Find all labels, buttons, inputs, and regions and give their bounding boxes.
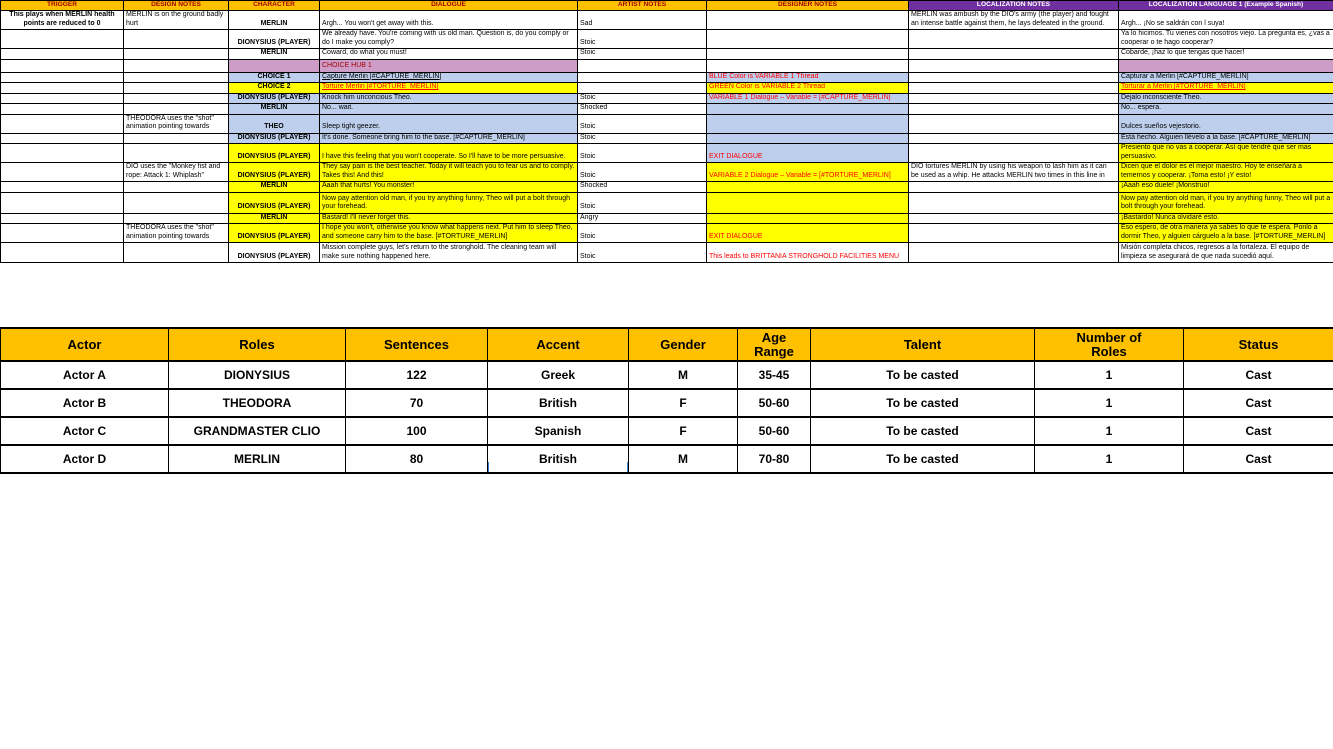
col-header-design-notes[interactable]: DESIGN NOTES [124,1,229,11]
table-row [1,243,1333,263]
cell-locnotes[interactable] [909,72,1119,83]
table-row [1,182,1333,193]
cell-trigger[interactable] [1,104,124,115]
cell-designer[interactable]: VARIABLE 1 Dialogue – Variable = [#CAPTURE_MERLIN] [707,93,909,104]
cell-artist[interactable]: Stoic [578,163,707,182]
table-row [1,192,1333,213]
cell-accent[interactable]: Greek [488,361,629,389]
table-row [1,11,1333,30]
cell-talent[interactable]: To be casted [811,417,1035,445]
col-header-actor[interactable]: Actor [1,328,169,361]
cell-spanish[interactable]: Dulces sueños vejestorio. [1119,114,1333,133]
cell-dialogue[interactable]: I hope you won't, otherwise you know what happens next. Put him to sleep Theo, and someone carry him to the base. [#TORTURE_MERLIN] [320,224,578,243]
cell-locnotes[interactable]: DIO tortures MERLIN by using his weapon to lash him as it can be used as a whip. He attacks MERLIN two times in this line in [909,163,1119,182]
table-row [1,213,1333,224]
cell-trigger[interactable] [1,133,124,144]
cell-age-range[interactable]: 50-60 [738,417,811,445]
cell-designer[interactable] [707,133,909,144]
cell-actor[interactable]: Actor C [1,417,169,445]
cell-designer[interactable]: EXIT DIALOGUE [707,224,909,243]
col-header-talent[interactable]: Talent [811,328,1035,361]
table-row [1,133,1333,144]
cell-role[interactable]: GRANDMASTER CLIO [169,417,346,445]
cell-artist[interactable]: Angry [578,213,707,224]
table-row [1,114,1333,133]
cell-artist[interactable]: Stoic [578,93,707,104]
cell-designer[interactable]: GREEN Color is VARIABLE 2 Thread [707,83,909,94]
cell-status[interactable]: Cast [1184,445,1333,473]
cell-designer[interactable] [707,192,909,213]
cell-actor[interactable]: Actor D [1,445,169,473]
cell-trigger[interactable] [1,114,124,133]
cell-designer[interactable] [707,59,909,72]
cell-character[interactable]: MERLIN [229,11,320,30]
cell-artist[interactable]: Stoic [578,114,707,133]
cell-trigger[interactable] [1,49,124,60]
cell-dialogue[interactable]: It's done. Someone bring him to the base. [#CAPTURE_MERLIN] [320,133,578,144]
cell-designer[interactable]: VARIABLE 2 Dialogue – Variable = [#TORTURE_MERLIN] [707,163,909,182]
cell-locnotes[interactable] [909,192,1119,213]
cell-spanish[interactable]: Misión completa chicos, regresos a la fortaleza. El equipo de limpieza se asegurará de que nada sucedió aquí. [1119,243,1333,263]
cell-locnotes[interactable] [909,83,1119,94]
cell-locnotes[interactable] [909,182,1119,193]
col-header-trigger[interactable]: TRIGGER [1,1,124,11]
cell-locnotes[interactable]: MERLIN was ambush by the DIO's army (the player) and fought an intense battle against them, he lays defeated in the ground. [909,11,1119,30]
cell-sentences[interactable]: 70 [346,389,488,417]
cell-design[interactable] [124,213,229,224]
cell-locnotes[interactable] [909,213,1119,224]
cell-design[interactable] [124,93,229,104]
cell-design[interactable]: THEODORA uses the "shot" animation pointing towards [124,114,229,133]
cell-locnotes[interactable] [909,144,1119,163]
col-header-age-range[interactable] [738,328,811,361]
casting-header-row [1,328,1333,361]
cell-number-of-roles[interactable]: 1 [1035,389,1184,417]
cell-status[interactable]: Cast [1184,417,1333,445]
table-row [1,83,1333,94]
cell-artist[interactable] [578,59,707,72]
cell-sentences[interactable]: 122 [346,361,488,389]
cell-trigger[interactable]: This plays when MERLIN health points are reduced to 0 [1,11,124,30]
cell-design[interactable] [124,104,229,115]
cell-character[interactable]: DIONYSIUS (PLAYER) [229,133,320,144]
cell-number-of-roles[interactable]: 1 [1035,417,1184,445]
cell-locnotes[interactable] [909,104,1119,115]
dialogue-localization-table [0,0,1333,263]
cell-designer[interactable] [707,182,909,193]
table-row [1,417,1333,445]
cell-dialogue[interactable]: We already have. You're coming with us old man. Question is, do you comply or do I make you comply? [320,30,578,49]
cell-age-range[interactable]: 70-80 [738,445,811,473]
cell-character[interactable]: DIONYSIUS (PLAYER) [229,224,320,243]
col-header-accent[interactable]: Accent [488,328,629,361]
cell-character[interactable]: DIONYSIUS (PLAYER) [229,243,320,263]
cell-character[interactable]: THEO [229,114,320,133]
cell-spanish[interactable]: Cobarde, ¡haz lo que tengas que hacer! [1119,49,1333,60]
cell-trigger[interactable] [1,144,124,163]
casting-table [0,327,1333,474]
cell-design[interactable] [124,192,229,213]
cell-character[interactable]: MERLIN [229,104,320,115]
cell-spanish[interactable]: Ya lo hicimos. Tu vienes con nosotros viejo. La pregunta es, ¿vas a cooperar o te hago cooperar? [1119,30,1333,49]
cell-talent[interactable]: To be casted [811,445,1035,473]
cell-designer[interactable]: EXIT DIALOGUE [707,144,909,163]
cell-dialogue[interactable]: Argh... You won't get away with this. [320,11,578,30]
cell-locnotes[interactable] [909,59,1119,72]
cell-trigger[interactable] [1,163,124,182]
cell-number-of-roles[interactable]: 1 [1035,445,1184,473]
table-row [1,93,1333,104]
cell-character[interactable]: DIONYSIUS (PLAYER) [229,192,320,213]
cell-dialogue[interactable]: CHOICE HUB 1 [320,59,578,72]
cell-character[interactable] [229,59,320,72]
cell-spanish[interactable]: ¡Bastardo! Nunca olvidaré esto. [1119,213,1333,224]
cell-design[interactable]: DIO uses the "Monkey fist and rope: Attack 1: Whiplash" [124,163,229,182]
cell-dialogue[interactable]: Aaah that hurts! You monster! [320,182,578,193]
cell-accent-selected[interactable]: British [488,445,629,473]
cell-spanish[interactable]: Dicen que el dolor es el mejor maestro. Hoy te enseñará a temernos y cooperar. ¡Toma esto! ¡Y esto! [1119,163,1333,182]
cell-spanish[interactable]: Capturar a Merlin [#CAPTURE_MERLIN] [1119,72,1333,83]
table-row [1,224,1333,243]
cell-dialogue[interactable]: Sleep tight geezer. [320,114,578,133]
cell-designer[interactable] [707,114,909,133]
cell-role[interactable]: THEODORA [169,389,346,417]
cell-character[interactable]: DIONYSIUS (PLAYER) [229,30,320,49]
col-header-artist-notes[interactable]: ARTIST NOTES [578,1,707,11]
cell-design[interactable] [124,133,229,144]
cell-gender[interactable]: F [629,389,738,417]
cell-design[interactable] [124,30,229,49]
cell-trigger[interactable] [1,30,124,49]
cell-dialogue[interactable]: They say pain is the best teacher. Today it will teach you to fear us and to comply. Takes this! And this! [320,163,578,182]
table-row [1,104,1333,115]
cell-trigger[interactable] [1,182,124,193]
table-row [1,72,1333,83]
cell-design[interactable] [124,144,229,163]
col-header-roles[interactable]: Roles [169,328,346,361]
col-header-number-of-roles[interactable] [1035,328,1184,361]
cell-designer[interactable] [707,30,909,49]
cell-character[interactable]: DIONYSIUS (PLAYER) [229,93,320,104]
cell-number-of-roles[interactable]: 1 [1035,361,1184,389]
cell-character[interactable]: DIONYSIUS (PLAYER) [229,163,320,182]
cell-trigger[interactable] [1,213,124,224]
cell-locnotes[interactable] [909,93,1119,104]
cell-trigger[interactable] [1,243,124,263]
cell-trigger[interactable] [1,83,124,94]
cell-age-range[interactable]: 35-45 [738,361,811,389]
cell-talent[interactable]: To be casted [811,361,1035,389]
col-header-gender[interactable]: Gender [629,328,738,361]
cell-artist[interactable] [578,72,707,83]
cell-accent[interactable]: Spanish [488,417,629,445]
cell-artist[interactable]: Stoic [578,192,707,213]
cell-dialogue[interactable]: Mission complete guys, let's return to the stronghold. The cleaning team will make sure nothing happened here. [320,243,578,263]
cell-design[interactable] [124,72,229,83]
table-row [1,49,1333,60]
cell-artist[interactable]: Stoic [578,49,707,60]
cell-design[interactable]: MERLIN is on the ground badly hurt [124,11,229,30]
cell-dialogue[interactable]: Coward, do what you must! [320,49,578,60]
cell-role[interactable]: DIONYSIUS [169,361,346,389]
table-row [1,144,1333,163]
cell-actor[interactable]: Actor B [1,389,169,417]
cell-character[interactable]: CHOICE 2 [229,83,320,94]
cell-locnotes[interactable] [909,49,1119,60]
cell-actor[interactable]: Actor A [1,361,169,389]
cell-design[interactable] [124,83,229,94]
col-header-status[interactable]: Status [1184,328,1333,361]
cell-sentences[interactable]: 100 [346,417,488,445]
cell-trigger[interactable] [1,224,124,243]
cell-design[interactable] [124,182,229,193]
cell-trigger[interactable] [1,192,124,213]
cell-artist[interactable]: Stoic [578,224,707,243]
cell-dialogue[interactable]: No... wait. [320,104,578,115]
cell-age-range[interactable]: 50-60 [738,389,811,417]
table-row [1,59,1333,72]
col-header-character[interactable]: CHARACTER [229,1,320,11]
cell-locnotes[interactable] [909,133,1119,144]
cell-artist[interactable]: Shocked [578,104,707,115]
table-row [1,445,1333,473]
cell-character[interactable]: MERLIN [229,182,320,193]
cell-status[interactable]: Cast [1184,389,1333,417]
col-header-sentences[interactable]: Sentences [346,328,488,361]
cell-trigger[interactable] [1,72,124,83]
cell-design[interactable]: THEODORA uses the "shot" animation pointing towards [124,224,229,243]
cell-status[interactable]: Cast [1184,361,1333,389]
cell-design[interactable] [124,59,229,72]
table-row [1,361,1333,389]
cell-dialogue[interactable]: Torture Merlin [#TORTURE_MERLIN] [320,83,578,94]
age-range-label: Age Range [754,329,794,359]
cell-trigger[interactable] [1,93,124,104]
cell-designer[interactable] [707,213,909,224]
cell-talent[interactable]: To be casted [811,389,1035,417]
cell-spanish[interactable]: Dejalo inconsciente Theo. [1119,93,1333,104]
cell-character[interactable]: MERLIN [229,49,320,60]
col-header-localization-notes[interactable]: LOCALIZATION NOTES [909,1,1119,11]
cell-locnotes[interactable] [909,114,1119,133]
number-of-roles-label: Number of Roles [1076,329,1142,359]
cell-artist[interactable]: Sad [578,11,707,30]
cell-designer[interactable]: This leads to BRITTANIA STRONGHOLD FACILITIES MENU [707,243,909,263]
cell-designer[interactable]: BLUE Color is VARIABLE 1 Thread [707,72,909,83]
cell-gender[interactable]: F [629,417,738,445]
col-header-localization-language[interactable]: LOCALIZATION LANGUAGE 1 (Example Spanish) [1119,1,1333,11]
table-row [1,30,1333,49]
cell-dialogue[interactable]: Capture Merlin [#CAPTURE_MERLIN] [320,72,578,83]
cell-design[interactable] [124,49,229,60]
cell-designer[interactable] [707,104,909,115]
cell-artist[interactable]: Stoic [578,30,707,49]
col-header-dialogue[interactable]: DIALOGUE [320,1,578,11]
cell-dialogue[interactable]: I have this feeling that you won't cooperate. So I'll have to be more persuasive. [320,144,578,163]
cell-spanish[interactable]: Argh... ¡No se saldrán con l suya! [1119,11,1333,30]
cell-artist[interactable]: Stoic [578,144,707,163]
cell-locnotes[interactable] [909,243,1119,263]
cell-character[interactable]: CHOICE 1 [229,72,320,83]
cell-spanish[interactable]: Torturar a Merlin [#TORTURE_MERLIN] [1119,83,1333,94]
cell-artist[interactable]: Shocked [578,182,707,193]
cell-artist[interactable]: Stoic [578,243,707,263]
cell-role[interactable]: MERLIN [169,445,346,473]
col-header-designer-notes[interactable]: DESIGNER NOTES [707,1,909,11]
cell-design[interactable] [124,243,229,263]
cell-dialogue[interactable]: Now pay attention old man, if you try anything funny, Theo will put a bolt through your forehead. [320,192,578,213]
cell-trigger[interactable] [1,59,124,72]
cell-artist[interactable]: Stoic [578,133,707,144]
cell-character[interactable]: MERLIN [229,213,320,224]
cell-sentences[interactable]: 80 [346,445,488,473]
cell-spanish[interactable]: Presiento que no vas a cooperar. Así que tendré que ser mas persuasivo. [1119,144,1333,163]
table-row [1,389,1333,417]
cell-spanish[interactable]: No... espera. [1119,104,1333,115]
cell-designer[interactable] [707,11,909,30]
cell-dialogue[interactable]: Bastard! I'll never forget this. [320,213,578,224]
table-row [1,163,1333,182]
cell-locnotes[interactable] [909,224,1119,243]
cell-spanish[interactable]: Está hecho. Alguien llévelo a la base. [#CAPTURE_MERLIN] [1119,133,1333,144]
header-row [1,1,1333,11]
cell-gender[interactable]: M [629,445,738,473]
cell-spanish[interactable]: ¡Aaah eso duele! ¡Monstruo! [1119,182,1333,193]
cell-spanish[interactable]: Eso espero, de otra manera ya sabes lo que te espera. Ponlo a dormir Theo, y alguien cárguelo a la base. [#TORTURE_MERLIN] [1119,224,1333,243]
cell-artist[interactable] [578,83,707,94]
cell-designer[interactable] [707,49,909,60]
cell-dialogue[interactable]: Knock him unconcious Theo. [320,93,578,104]
cell-accent[interactable]: British [488,389,629,417]
cell-spanish[interactable] [1119,59,1333,72]
cell-character[interactable]: DIONYSIUS (PLAYER) [229,144,320,163]
cell-locnotes[interactable] [909,30,1119,49]
cell-spanish[interactable]: Now pay attention old man, if you try anything funny, Theo will put a bolt through your forehead. [1119,192,1333,213]
cell-gender[interactable]: M [629,361,738,389]
